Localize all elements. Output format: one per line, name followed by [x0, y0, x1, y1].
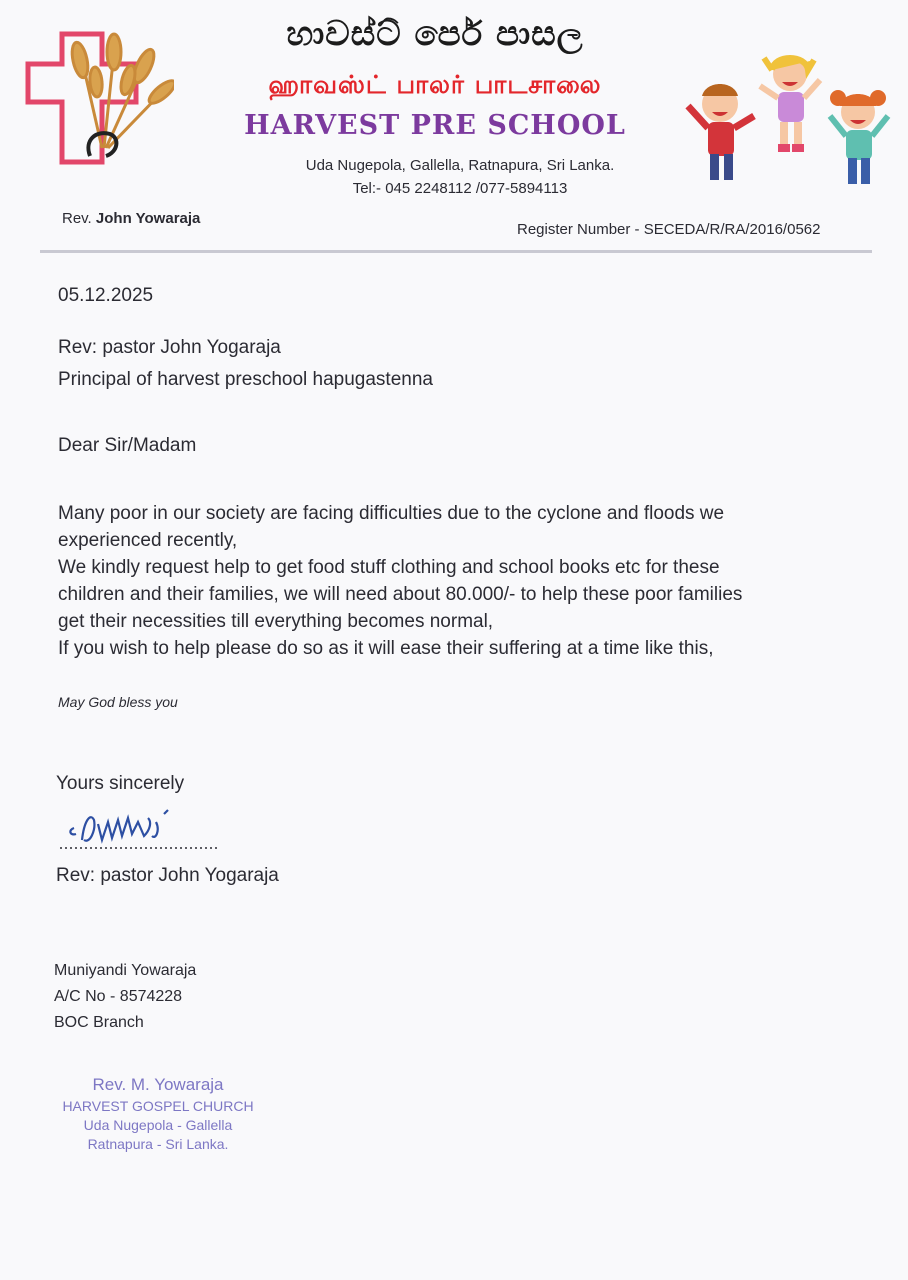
- school-title-english: HARVEST PRE SCHOOL: [244, 110, 626, 141]
- header-divider: [40, 250, 872, 253]
- signatory-name: Rev: pastor John Yogaraja: [56, 865, 279, 886]
- school-title-sinhala: හාවස්ට් පෙර් පාසල: [286, 14, 584, 54]
- stamp-name: Rev. M. Yowaraja: [92, 1075, 224, 1094]
- school-address: Uda Nugepola, Gallella, Ratnapura, Sri Lanka.: [305, 157, 615, 174]
- bank-account-number: A/C No - 8574228: [54, 988, 183, 1005]
- body-line: Many poor in our society are facing difficulties due to the cyclone and floods we: [58, 503, 725, 524]
- stamp-address-line2: Ratnapura - Sri Lanka.: [87, 1136, 229, 1152]
- bank-account-name: Muniyandi Yowaraja: [54, 962, 197, 979]
- handwritten-signature: [60, 800, 240, 860]
- recipient-name: Rev: pastor John Yogaraja: [58, 337, 281, 358]
- body-line: get their necessities till everything becomes normal,: [58, 611, 494, 632]
- body-line: If you wish to help please do so as it will ease their suffering at a time like this,: [58, 638, 714, 659]
- school-title-tamil: ஹாவஸ்ட் பாலர் பாடசாலை: [268, 70, 602, 99]
- register-number: Register Number - SECEDA/R/RA/2016/0562: [517, 221, 821, 238]
- cross-wheat-icon: [24, 30, 174, 166]
- letterhead-rev-name: Rev. John Yowaraja: [62, 210, 201, 227]
- body-line: We kindly request help to get food stuff clothing and school books etc for these: [58, 557, 720, 578]
- recipient-title: Principal of harvest preschool hapugastenna: [58, 369, 433, 390]
- bank-branch: BOC Branch: [54, 1014, 144, 1031]
- school-telephone: Tel:- 045 2248112 /077-5894113: [352, 180, 568, 197]
- body-line: children and their families, we will need about 80.000/- to help these poor families: [58, 584, 743, 605]
- letter-body: [58, 500, 828, 662]
- salutation: Dear Sir/Madam: [58, 435, 197, 456]
- stamp-church: HARVEST GOSPEL CHURCH: [62, 1098, 254, 1114]
- stamp-address-line1: Uda Nugepola - Gallella: [83, 1117, 233, 1133]
- letter-date: 05.12.2025: [58, 285, 154, 306]
- blessing: May God bless you: [58, 694, 178, 710]
- closing: Yours sincerely: [56, 773, 185, 794]
- body-line: experienced recently,: [58, 530, 238, 551]
- jumping-kids-icon: [680, 46, 900, 196]
